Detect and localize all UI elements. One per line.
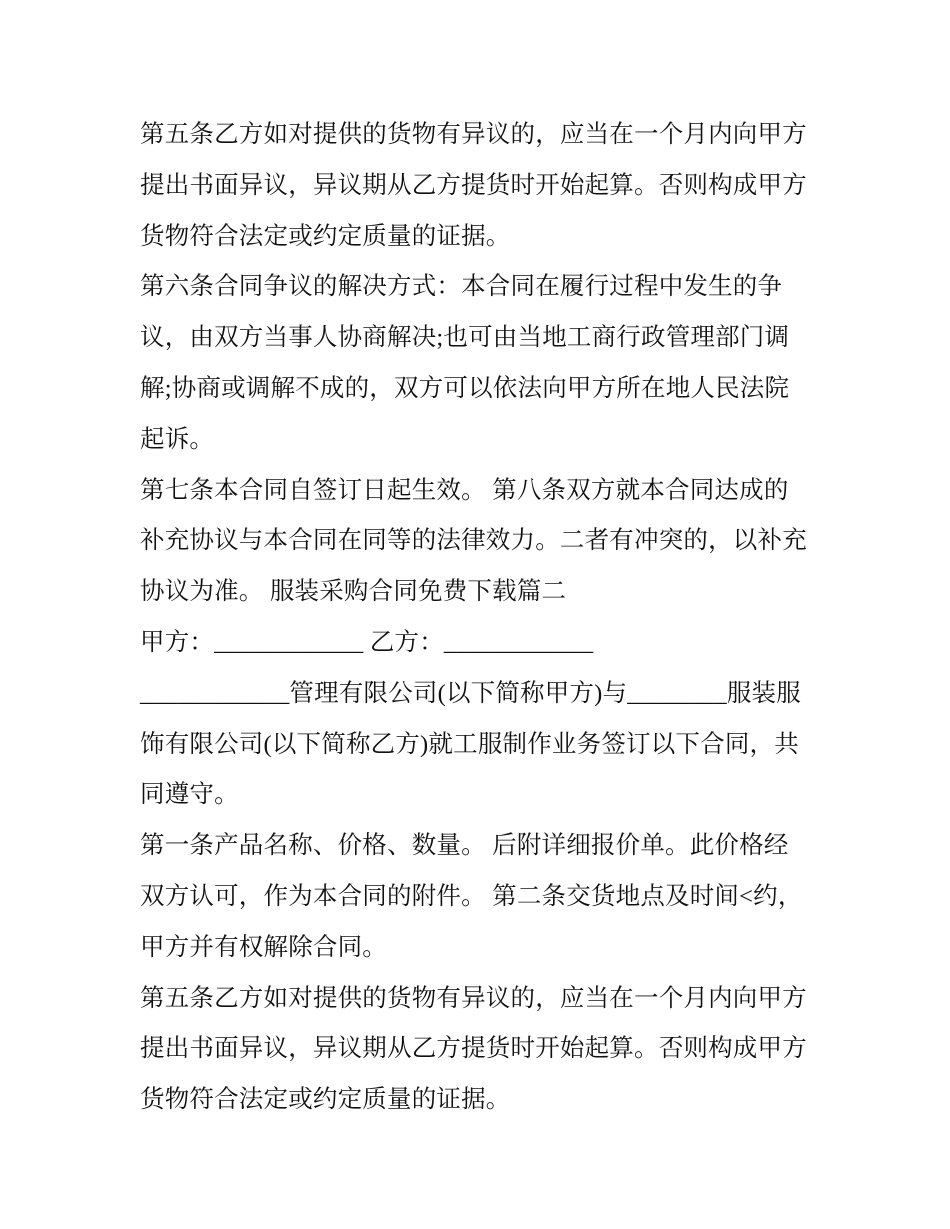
text-line: 第五条乙方如对提供的货物有异议的，应当在一个月内向甲方 bbox=[140, 984, 807, 1012]
text-line: 补充协议与本合同在同等的法律效力。二者有冲突的，以补充 bbox=[140, 527, 807, 555]
paragraph bbox=[140, 618, 840, 669]
text-line: 甲方：____________ 乙方：____________ bbox=[140, 628, 594, 656]
text-line: 起诉。 bbox=[140, 425, 215, 453]
text-line: 饰有限公司(以下简称乙方)就工服制作业务签订以下合同，共 bbox=[140, 730, 799, 758]
text-line: 第一条产品名称、价格、数量。 后附详细报价单。此价格经 bbox=[140, 832, 789, 860]
text-line: 货物符合法定或约定质量的证据。 bbox=[140, 222, 511, 250]
text-line: 双方认可，作为本合同的附件。 第二条交货地点及时间<约， bbox=[140, 882, 803, 910]
text-line: 提出书面异议，异议期从乙方提货时开始起算。否则构成甲方 bbox=[140, 1035, 807, 1063]
text-line: ____________管理有限公司(以下简称甲方)与________服装服 bbox=[140, 679, 801, 707]
paragraph bbox=[140, 974, 840, 1126]
text-line: 第五条乙方如对提供的货物有异议的，应当在一个月内向甲方 bbox=[140, 121, 807, 148]
text-line: 解;协商或调解不成的，双方可以依法向甲方所在地人民法院 bbox=[140, 374, 790, 402]
text-line: 同遵守。 bbox=[140, 781, 239, 809]
text-line: 第七条本合同自签订日起生效。 第八条双方就本合同达成的 bbox=[140, 476, 789, 504]
paragraph bbox=[140, 110, 840, 262]
paragraph bbox=[140, 262, 840, 465]
paragraph bbox=[140, 466, 840, 618]
text-line: 第六条合同争议的解决方式：本合同在履行过程中发生的争 bbox=[140, 273, 783, 301]
text-line: 协议为准。 服装采购合同免费下载篇二 bbox=[140, 578, 567, 606]
paragraph bbox=[140, 821, 840, 973]
text-line: 货物符合法定或约定质量的证据。 bbox=[140, 1086, 511, 1114]
paragraph bbox=[140, 669, 840, 821]
text-line: 议，由双方当事人协商解决;也可由当地工商行政管理部门调 bbox=[140, 324, 790, 352]
text-line: 甲方并有权解除合同。 bbox=[140, 933, 387, 961]
text-line: 提出书面异议，异议期从乙方提货时开始起算。否则构成甲方 bbox=[140, 171, 807, 199]
document-page bbox=[140, 110, 840, 1126]
